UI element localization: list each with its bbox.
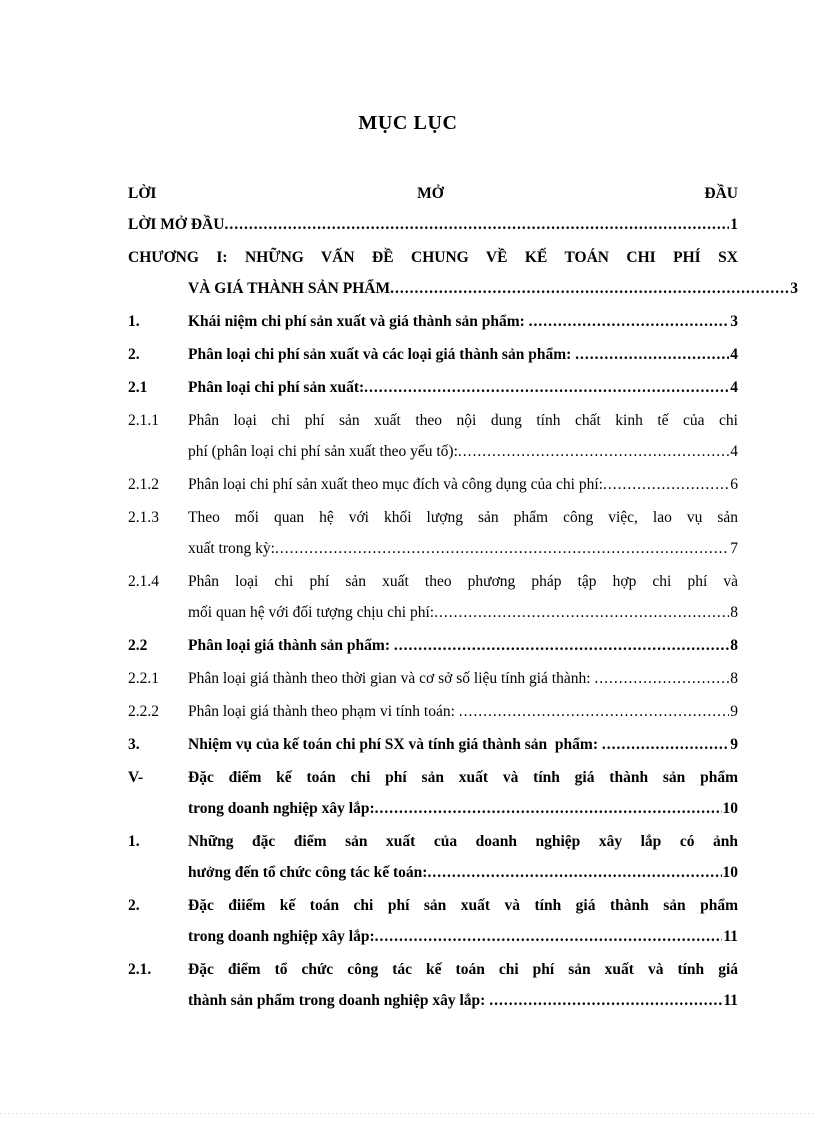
toc-entry[interactable] — [128, 469, 738, 500]
toc-leader-row — [128, 209, 738, 240]
toc-entry-body — [128, 178, 738, 240]
toc-leader-row — [188, 857, 738, 888]
toc-page-number: 6 — [730, 476, 738, 493]
toc-entry-body — [188, 566, 738, 628]
toc-leader-row — [188, 985, 738, 1016]
toc-entry-body — [188, 372, 738, 403]
toc-entry-label: Phân loại chi phí sản xuất theo mục đích và công dụng của chi phí: — [188, 476, 603, 493]
toc-dot-leader — [602, 729, 729, 760]
toc-leader-row — [188, 663, 738, 694]
toc-leader-row — [128, 273, 798, 304]
toc-entry-body — [188, 663, 738, 694]
toc-entry-number: 2. — [128, 897, 140, 914]
toc-entry[interactable] — [128, 178, 738, 240]
toc-leader-row — [188, 533, 738, 564]
toc-entry-label: thành sản phẩm trong doanh nghiệp xây lắp: — [188, 992, 490, 1009]
toc-entry-number: 2.1.4 — [128, 573, 159, 590]
toc-entry-label: Phân loại giá thành theo phạm vi tính toán: — [188, 703, 459, 720]
toc-entry-number: 2.2.1 — [128, 670, 159, 687]
toc-entry-number: 3. — [128, 736, 140, 753]
toc-entry-number: V- — [128, 769, 144, 786]
toc-entry[interactable] — [128, 339, 738, 370]
toc-page-number: 8 — [730, 637, 738, 654]
toc-page-number: 10 — [722, 800, 738, 817]
toc-page-number: 4 — [730, 379, 738, 396]
toc-entry-label: trong doanh nghiệp xây lắp: — [188, 928, 375, 945]
toc-entry-number: 2.1.1 — [128, 412, 159, 429]
toc-page-number: 9 — [730, 736, 738, 753]
toc-page-number: 11 — [723, 992, 738, 1009]
toc-entry-number: 2.1.2 — [128, 476, 159, 493]
toc-entry-label: hưởng đến tổ chức công tác kế toán: — [188, 864, 428, 881]
toc-dot-leader — [459, 696, 729, 727]
toc-leader-row — [188, 729, 738, 760]
toc-entry-number: 2.1 — [128, 379, 148, 396]
toc-entry-line: Đặc điểm kế toán chi phí sản xuất và tính giá thành sản phẩm — [188, 769, 738, 786]
toc-leader-row — [188, 469, 738, 500]
toc-entry-line: CHƯƠNG I: NHỮNG VẤN ĐỀ CHUNG VỀ KẾ TOÁN CHI PHÍ SX — [128, 249, 738, 266]
toc-entry-label: xuất trong kỳ: — [188, 540, 275, 557]
toc-entry-body — [188, 954, 738, 1016]
toc-leader-row — [188, 921, 738, 952]
toc-entry[interactable] — [128, 762, 738, 824]
toc-entry-body — [188, 696, 738, 727]
toc-entry[interactable] — [128, 502, 738, 564]
toc-entry-label: Phân loại chi phí sản xuất: — [188, 379, 365, 396]
toc-dot-leader — [224, 209, 729, 240]
toc-page-number: 11 — [723, 928, 738, 945]
toc-entry[interactable] — [128, 630, 738, 661]
toc-entry-line: Phân loại chi phí sản xuất theo nội dung tính chất kinh tế của chi — [188, 412, 738, 429]
toc-entry-number: 2.2.2 — [128, 703, 159, 720]
toc-entry-number: 1. — [128, 313, 140, 330]
toc-entry-body — [188, 729, 738, 760]
toc-dot-leader — [489, 985, 722, 1016]
toc-dot-leader — [375, 793, 722, 824]
toc-dot-leader — [375, 921, 723, 952]
toc-leader-row — [188, 306, 738, 337]
toc-leader-row — [188, 436, 738, 467]
toc-entry[interactable] — [128, 826, 738, 888]
toc-entry[interactable] — [128, 372, 738, 403]
toc-entry-line: Những đặc điểm sản xuất của doanh nghiệp xây lắp có ảnh — [188, 833, 738, 850]
toc-entry-label: Phân loại giá thành sản phẩm: — [188, 637, 394, 654]
toc-page-number: 8 — [730, 670, 738, 687]
toc-entry[interactable] — [128, 696, 738, 727]
toc-entry-label: Nhiệm vụ của kế toán chi phí SX và tính giá thành sản phẩm: — [188, 736, 602, 753]
bottom-hairline-rule — [0, 1113, 816, 1114]
toc-page-number: 3 — [730, 313, 738, 330]
toc-entry-body — [188, 502, 738, 564]
toc-entry-label: Phân loại giá thành theo thời gian và cơ sở số liệu tính giá thành: — [188, 670, 595, 687]
table-of-contents — [128, 178, 798, 1018]
toc-entry[interactable] — [128, 954, 738, 1016]
toc-page-number: 10 — [722, 864, 738, 881]
toc-leader-row — [188, 696, 738, 727]
toc-page-number: 8 — [730, 604, 738, 621]
toc-dot-leader — [394, 630, 729, 661]
toc-entry-label: phí (phân loại chi phí sản xuất theo yếu tố): — [188, 443, 458, 460]
toc-dot-leader — [575, 339, 729, 370]
toc-entry-body — [188, 469, 738, 500]
toc-entry[interactable] — [128, 242, 798, 304]
toc-entry-body — [188, 890, 738, 952]
toc-page-number: 1 — [730, 216, 738, 233]
toc-entry-number: 2. — [128, 346, 140, 363]
toc-entry[interactable] — [128, 663, 738, 694]
toc-entry-line: Theo mối quan hệ với khối lượng sản phẩm công việc, lao vụ sản — [188, 509, 738, 526]
toc-page-number: 4 — [730, 443, 738, 460]
toc-dot-leader — [434, 597, 729, 628]
toc-entry-number: 2.1. — [128, 961, 152, 978]
toc-entry-line: Đặc điểm tổ chức công tác kế toán chi phí sản xuất và tính giá — [188, 961, 738, 978]
toc-leader-row — [188, 793, 738, 824]
toc-leader-row — [188, 372, 738, 403]
toc-entry-line: LỜI MỞ ĐẦU — [128, 185, 738, 202]
toc-dot-leader — [594, 663, 729, 694]
toc-leader-row — [188, 339, 738, 370]
toc-entry-body — [188, 630, 738, 661]
toc-entry[interactable] — [128, 306, 738, 337]
toc-entry-number: 2.2 — [128, 637, 148, 654]
page-title: MỤC LỤC — [358, 112, 458, 134]
toc-entry-label: Khái niệm chi phí sản xuất và giá thành sản phẩm: — [188, 313, 529, 330]
toc-dot-leader — [427, 857, 721, 888]
toc-entry-body — [188, 339, 738, 370]
toc-entry-label: trong doanh nghiệp xây lắp: — [188, 800, 375, 817]
toc-entry-line: Đặc điiểm kế toán chi phí sản xuất và tính giá thành sản phẩm — [188, 897, 738, 914]
toc-entry-label: Phân loại chi phí sản xuất và các loại giá thành sản phẩm: — [188, 346, 576, 363]
toc-entry-body — [188, 405, 738, 467]
toc-entry-number: 2.1.3 — [128, 509, 159, 526]
toc-entry-body — [188, 826, 738, 888]
toc-entry-label: VÀ GIÁ THÀNH SẢN PHẨM — [188, 280, 391, 297]
toc-entry[interactable] — [128, 566, 738, 628]
toc-entry-body — [188, 306, 738, 337]
toc-page-number: 7 — [730, 540, 738, 557]
toc-leader-row — [188, 597, 738, 628]
toc-entry-body — [128, 242, 798, 304]
toc-entry[interactable] — [128, 729, 738, 760]
toc-entry-body — [188, 762, 738, 824]
toc-entry-number: 1. — [128, 833, 140, 850]
toc-dot-leader — [390, 273, 789, 304]
toc-leader-row — [188, 630, 738, 661]
toc-page-number: 3 — [790, 280, 798, 297]
toc-page-number: 4 — [730, 346, 738, 363]
toc-entry-label: mối quan hệ với đối tượng chịu chi phí: — [188, 604, 435, 621]
toc-page-number: 9 — [730, 703, 738, 720]
toc-dot-leader — [364, 372, 729, 403]
toc-entry[interactable] — [128, 890, 738, 952]
toc-dot-leader — [603, 469, 729, 500]
toc-entry-line: Phân loại chi phí sản xuất theo phương pháp tập hợp chi phí và — [188, 573, 738, 590]
toc-entry-label: LỜI MỞ ĐẦU — [128, 216, 225, 233]
toc-dot-leader — [275, 533, 729, 564]
toc-dot-leader — [458, 436, 729, 467]
toc-entry[interactable] — [128, 405, 738, 467]
toc-dot-leader — [529, 306, 730, 337]
